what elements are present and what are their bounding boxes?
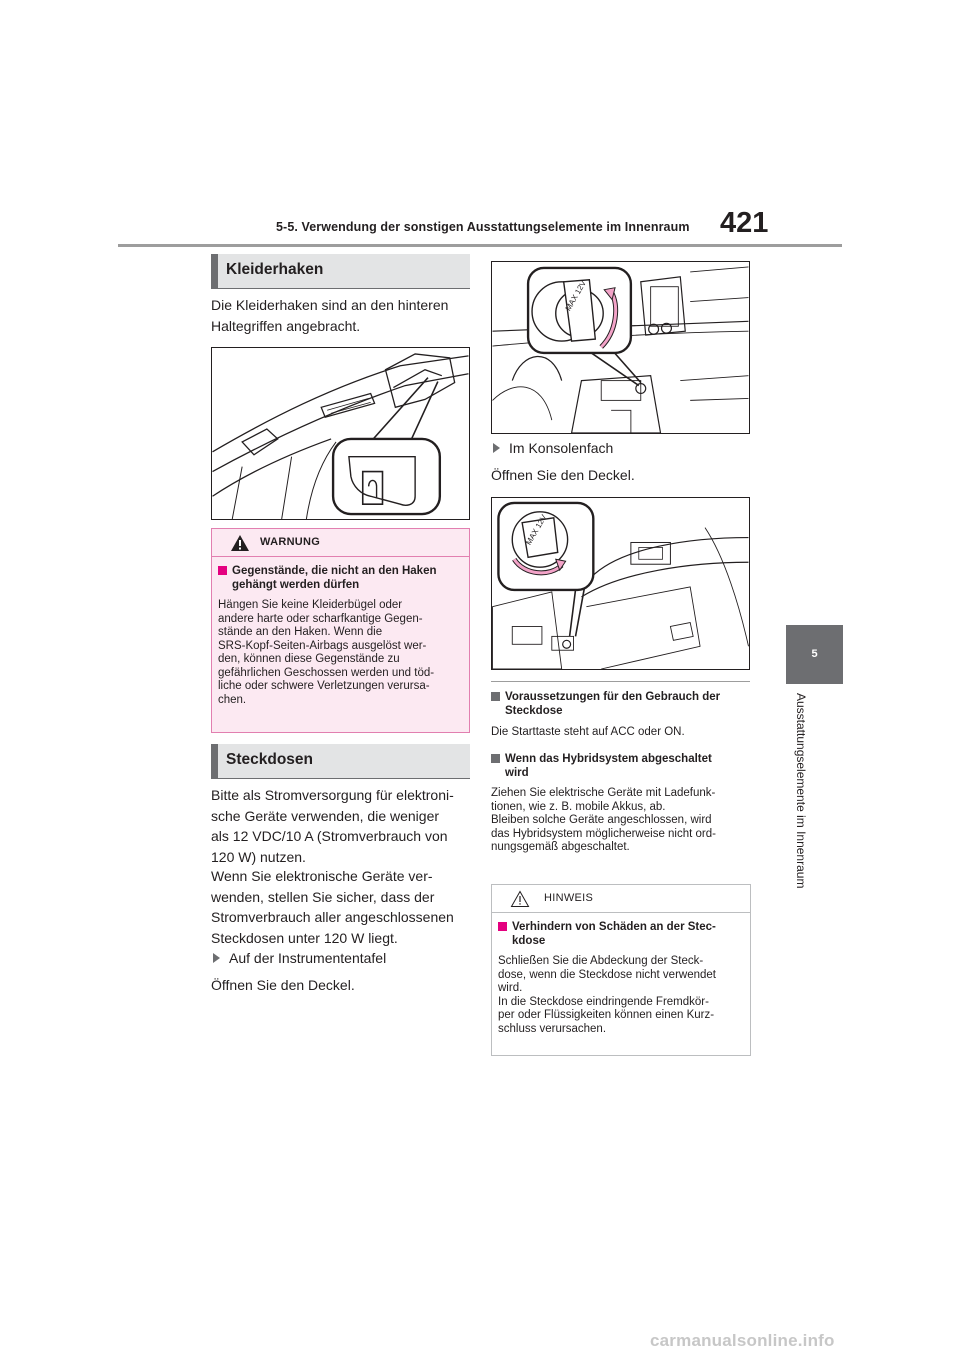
warning-subheading <box>218 564 468 592</box>
steckdosen-para2 <box>211 866 473 948</box>
bullet-text: Auf der Instrumententafel <box>229 950 387 966</box>
text-line: chen. <box>218 693 247 706</box>
triangle-bullet-icon <box>493 443 500 453</box>
column-rule <box>491 681 750 682</box>
pink-square-bullet-icon <box>498 922 507 931</box>
pink-square-bullet-icon <box>218 566 227 575</box>
warning-title: WARNUNG <box>260 536 321 548</box>
text-line: sche Geräte verwenden, die weniger <box>211 807 440 824</box>
instrument-panel-socket-illustration <box>491 261 750 434</box>
note-heading-requirements <box>491 690 751 718</box>
text-line: Wenn das Hybridsystem abgeschaltet <box>505 753 712 765</box>
running-header: 5-5. Verwendung der sonstigen Ausstattungselemente im Innenraum <box>276 220 690 234</box>
warning-box <box>211 528 470 733</box>
notice-triangle-icon <box>510 890 530 908</box>
text-line: tionen, wie z. B. mobile Akkus, ab. <box>491 800 666 813</box>
text-line: liche oder schwere Verletzungen verursa- <box>218 680 430 692</box>
warning-triangle-icon <box>230 534 250 552</box>
text-line: per oder Flüssigkeiten können einen Kurz- <box>498 1009 715 1021</box>
section-heading-steckdosen: Steckdosen <box>211 744 470 778</box>
chapter-tab-label: Ausstattungselemente im Innenraum <box>794 693 808 889</box>
warning-header <box>212 529 469 557</box>
text-line: wird. <box>498 982 523 994</box>
text-line: andere harte oder scharfkantige Gegen- <box>218 612 423 625</box>
grey-square-bullet-icon <box>491 692 500 701</box>
text-line: 120 W) nutzen. <box>211 848 306 865</box>
coat-hook-illustration <box>211 347 470 520</box>
text-line: Gegenstände, die nicht an den Haken <box>232 565 437 577</box>
text-line: gehängt werden dürfen <box>232 579 360 591</box>
text-line: als 12 VDC/10 A (Stromverbrauch von <box>211 828 448 844</box>
page-number: 421 <box>720 207 769 239</box>
notice-subheading <box>498 920 748 948</box>
text-line: wird <box>505 767 529 779</box>
text-line: Bitte als Stromversorgung für elektroni- <box>211 787 454 803</box>
console-socket-illustration <box>491 497 750 670</box>
text-line: schluss verursachen. <box>498 1022 607 1035</box>
watermark: carmanualsonline.info <box>650 1331 835 1350</box>
warning-body <box>218 599 468 707</box>
note-heading-hybrid-off <box>491 752 751 780</box>
notice-title: HINWEIS <box>544 892 594 904</box>
header-rule <box>118 244 842 247</box>
text-line: Die Starttaste steht auf ACC oder ON. <box>491 726 685 738</box>
text-line: SRS-Kopf-Seiten-Airbags ausgelöst wer- <box>218 639 427 652</box>
step-open-cover-2: Öffnen Sie den Deckel. <box>491 467 635 483</box>
text-line: Schließen Sie die Abdeckung der Steck- <box>498 955 704 967</box>
text-line: wenden, stellen Sie sicher, dass der <box>211 888 435 905</box>
text-line: In die Steckdose eindringende Fremdkör- <box>498 995 709 1008</box>
svg-text:MAX 12V: MAX 12V <box>563 279 588 313</box>
text-line: Wenn Sie elektronische Geräte ver- <box>211 868 433 884</box>
bullet-console-box <box>493 438 613 458</box>
section-heading-kleiderhaken: Kleiderhaken <box>211 254 470 288</box>
text-line: kdose <box>512 935 546 947</box>
text-line: Ziehen Sie elektrische Geräte mit Ladefunk- <box>491 787 716 799</box>
grey-square-bullet-icon <box>491 754 500 763</box>
text-line: stände an den Haken. Wenn die <box>218 626 383 638</box>
step-open-cover-1: Öffnen Sie den Deckel. <box>211 977 355 993</box>
svg-text:MAX 12V: MAX 12V <box>523 513 549 547</box>
text-line: Stromverbrauch aller angeschlossenen <box>211 909 454 925</box>
text-line: Haltegriffen angebracht. <box>211 317 361 334</box>
notice-box <box>491 884 751 1056</box>
kleiderhaken-intro <box>211 295 473 336</box>
text-line: das Hybridsystem möglicherweise nicht ord- <box>491 827 716 840</box>
text-line: nungsgemäß abgeschaltet. <box>491 841 630 853</box>
text-line: Die Kleiderhaken sind an den hinteren <box>211 297 449 313</box>
bullet-instrument-panel <box>213 948 386 968</box>
notice-header <box>492 885 750 913</box>
steckdosen-para1 <box>211 785 473 867</box>
bullet-text: Im Konsolenfach <box>509 440 614 456</box>
text-line: den, können diese Gegenstände zu <box>218 653 400 665</box>
text-line: Voraussetzungen für den Gebrauch der <box>505 691 721 703</box>
text-line: Steckdosen unter 120 W liegt. <box>211 929 398 946</box>
chapter-tab: 5 <box>786 625 843 684</box>
text-line: dose, wenn die Steckdose nicht verwendet <box>498 968 716 981</box>
text-line: gefährlichen Geschossen werden und töd- <box>218 666 435 679</box>
text-line: Bleiben solche Geräte angeschlossen, wird <box>491 814 712 826</box>
triangle-bullet-icon <box>213 953 220 963</box>
notice-body <box>498 955 750 1036</box>
text-line: Steckdose <box>505 705 563 717</box>
note-body-requirements <box>491 726 751 740</box>
text-line: Hängen Sie keine Kleiderbügel oder <box>218 599 403 611</box>
note-body-hybrid-off <box>491 787 753 855</box>
text-line: Verhindern von Schäden an der Stec- <box>512 921 716 933</box>
